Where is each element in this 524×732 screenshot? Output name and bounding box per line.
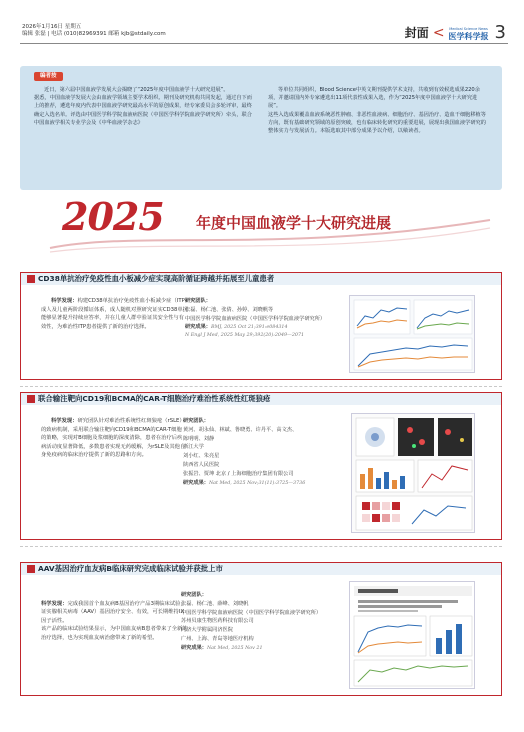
card-title: AAV基因治疗血友病B临床研究完成临床试验并获批上市	[38, 564, 223, 573]
card-team	[181, 591, 335, 653]
figure-thumbnail	[351, 413, 475, 533]
editor-note-tag: 编者按	[34, 72, 63, 81]
card-title: CD38单抗治疗免疫性血小板减少症实现高阶循证跨越并拓展至儿童患者	[38, 274, 275, 283]
ref-citation: Nat Med, 2025 Nov;31(11):3725—3736	[208, 480, 306, 486]
card-header	[21, 273, 501, 285]
team-members: 张磊、杨仁池、薛峰、刘晓帆	[181, 600, 249, 607]
paper-name: 医学科学报	[448, 31, 489, 41]
figure-thumbnail	[349, 581, 475, 689]
team-institution: 中国医学科学院血液病医院（中国医学科学院血液学研究所）	[185, 315, 326, 322]
team-members: 陈明明、刘静	[183, 435, 215, 442]
header-divider	[20, 43, 508, 44]
team-members: 黄河、胡永仙、林斌、鲁晓勇、许丹平、高文杰、	[183, 426, 298, 433]
section-divider	[20, 386, 502, 387]
paper-english-name: Medical Science News	[449, 26, 488, 31]
paper-logo	[449, 25, 489, 41]
issue-date: 2026年1月16日 星期五	[22, 24, 82, 30]
editor-note-left: 近日，第六届中国血液学发展大会揭晓了“2025年度中国血液学十大研究进展”。 据悉，中国血液学发展大会由血液学领域主要学术组织、期刊及研究机构共同发起，通过自下而上的推荐，遴选年度内代表中国血液学研究最高水平的原创成果，经专家委员会多轮评审，最终确定入选名单。评选由中国医学科学院血液病医院（中国医学科学院血液学研究所）牵头，联合中国血液学相关专业学会及《中华血液学杂志》	[34, 87, 252, 126]
card-abstract	[41, 417, 187, 460]
banner-title: 年度中国血液学十大研究进展	[196, 214, 392, 232]
ref-citation: BMJ, 2025 Oct 21;391:e084314	[210, 325, 288, 331]
ref-citation: N Engl J Med, 2025 May 29;392(20):2049—2071	[185, 333, 305, 339]
ref-label: 研究成果：	[185, 324, 211, 331]
abstract-label: 科学发现：	[51, 418, 78, 424]
card-marker-icon	[27, 395, 35, 403]
team-institution: 苏州贝康生物医药科技有限公司	[181, 618, 254, 625]
ref-label: 研究成果：	[183, 479, 209, 486]
banner-year: 2025	[62, 194, 164, 239]
card-header	[21, 563, 501, 575]
issue-info	[22, 24, 166, 38]
team-institution: 广州、上海、青岛等地医疗机构	[181, 635, 254, 642]
card-header	[21, 393, 501, 405]
abstract-text: 构建CD38单抗治疗免疫性血小板减少症（ITP）成人及儿童两阶段循证体系，成人随机对照研究证实CD38单抗能够显著提升持续应答率，并在儿童人群中验证其安全性与有效性，为难治性ITP患者提供了新的治疗选择。	[41, 298, 188, 330]
team-label: 研究团队：	[185, 298, 211, 304]
ref-label: 研究成果：	[181, 644, 207, 651]
figure-chart-graphic	[350, 296, 475, 373]
abstract-text: 研究团队针对难治性系统性红斑狼疮（rSLE）的致病机制，采用联合输注靶向CD19和BCMA的CAR-T细胞的策略，实现对B细胞及浆细胞的深度清除，患者在治疗后疾病活动度显著降低，多数患者实现无药缓解，为rSLE及其他自身免疫病的临床治疗提供了新的思路和方向。	[41, 418, 186, 459]
team-institution: 陕西省人民医院	[183, 461, 220, 468]
card-title: 联合输注靶向CD19和BCMA的CAR-T细胞治疗难治性系统性红斑狼疮	[38, 394, 271, 403]
team-members: 张磊、杨仁池、张倩、孙婷、刘晓帆等	[185, 306, 274, 313]
section-name: 封面	[404, 26, 429, 40]
team-label: 研究团队：	[183, 418, 209, 424]
page-header	[0, 0, 524, 44]
team-institution: 中国医学科学院血液病医院（中国医学科学院血液学研究所）	[181, 609, 322, 616]
abstract-label: 科学发现：	[51, 298, 78, 304]
card-team	[183, 417, 335, 488]
card-abstract	[41, 591, 189, 643]
journal-article-graphic	[350, 582, 475, 689]
research-card-3	[20, 562, 502, 696]
figure-panels-graphic	[352, 414, 475, 533]
research-card-2	[20, 392, 502, 540]
section-divider	[20, 546, 502, 547]
card-abstract	[41, 297, 189, 331]
team-members: 刘小红、朱亮星	[183, 453, 220, 460]
section-bracket-icon: <	[432, 24, 445, 41]
abstract-label: 科学发现：	[41, 600, 68, 607]
card-team	[185, 297, 331, 340]
card-marker-icon	[27, 275, 35, 283]
editor-note-right: 等单位共同组织，Blood Science中英文期刊提供学术支持，共收到有效候选成果220余项，并邀请国内外专家遴选出11项代表性成果入选，作为“2025年度中国血液学十大研究进展”。 这些入选成果覆盖血液系统恶性肿瘤、非恶性血液病、细胞治疗、基因治疗、造血干细胞移植等方向，既有基础研究领域的原创突破，也有临床转化研究的重要进展，展现出我国血液学研究的整体实力与发展活力。本版选取其中部分成果予以介绍，以飨读者。	[268, 87, 486, 135]
team-institution: 张振岩、贾坤 北京 / 上海细胞治疗集团有限公司	[183, 470, 294, 477]
team-institution: 浙江大学	[183, 444, 204, 451]
editor-contact: 编辑 张磊 | 电话 (010)82969391 邮箱 kjb@stdaily.com	[22, 31, 166, 37]
figure-thumbnail	[349, 295, 475, 373]
team-institution: 同济大学附属同济医院	[181, 627, 233, 634]
ref-citation: Nat Med, 2025 Nov 21	[206, 645, 263, 651]
abstract-text: 完成我国首个血友病B基因治疗产品3期临床试验，证实腺相关病毒（AAV）基因治疗安全、有效，可长期维持IX因子活性。 该产品的临床试验结果显示，为中国血友病B患者带来了全新的治疗选择，也为实现血友病治愈带来了新的希望。	[41, 600, 188, 641]
card-marker-icon	[27, 565, 35, 573]
research-card-1	[20, 272, 502, 380]
team-label: 研究团队：	[181, 592, 207, 598]
masthead	[405, 22, 506, 43]
page-number: 3	[494, 22, 506, 43]
